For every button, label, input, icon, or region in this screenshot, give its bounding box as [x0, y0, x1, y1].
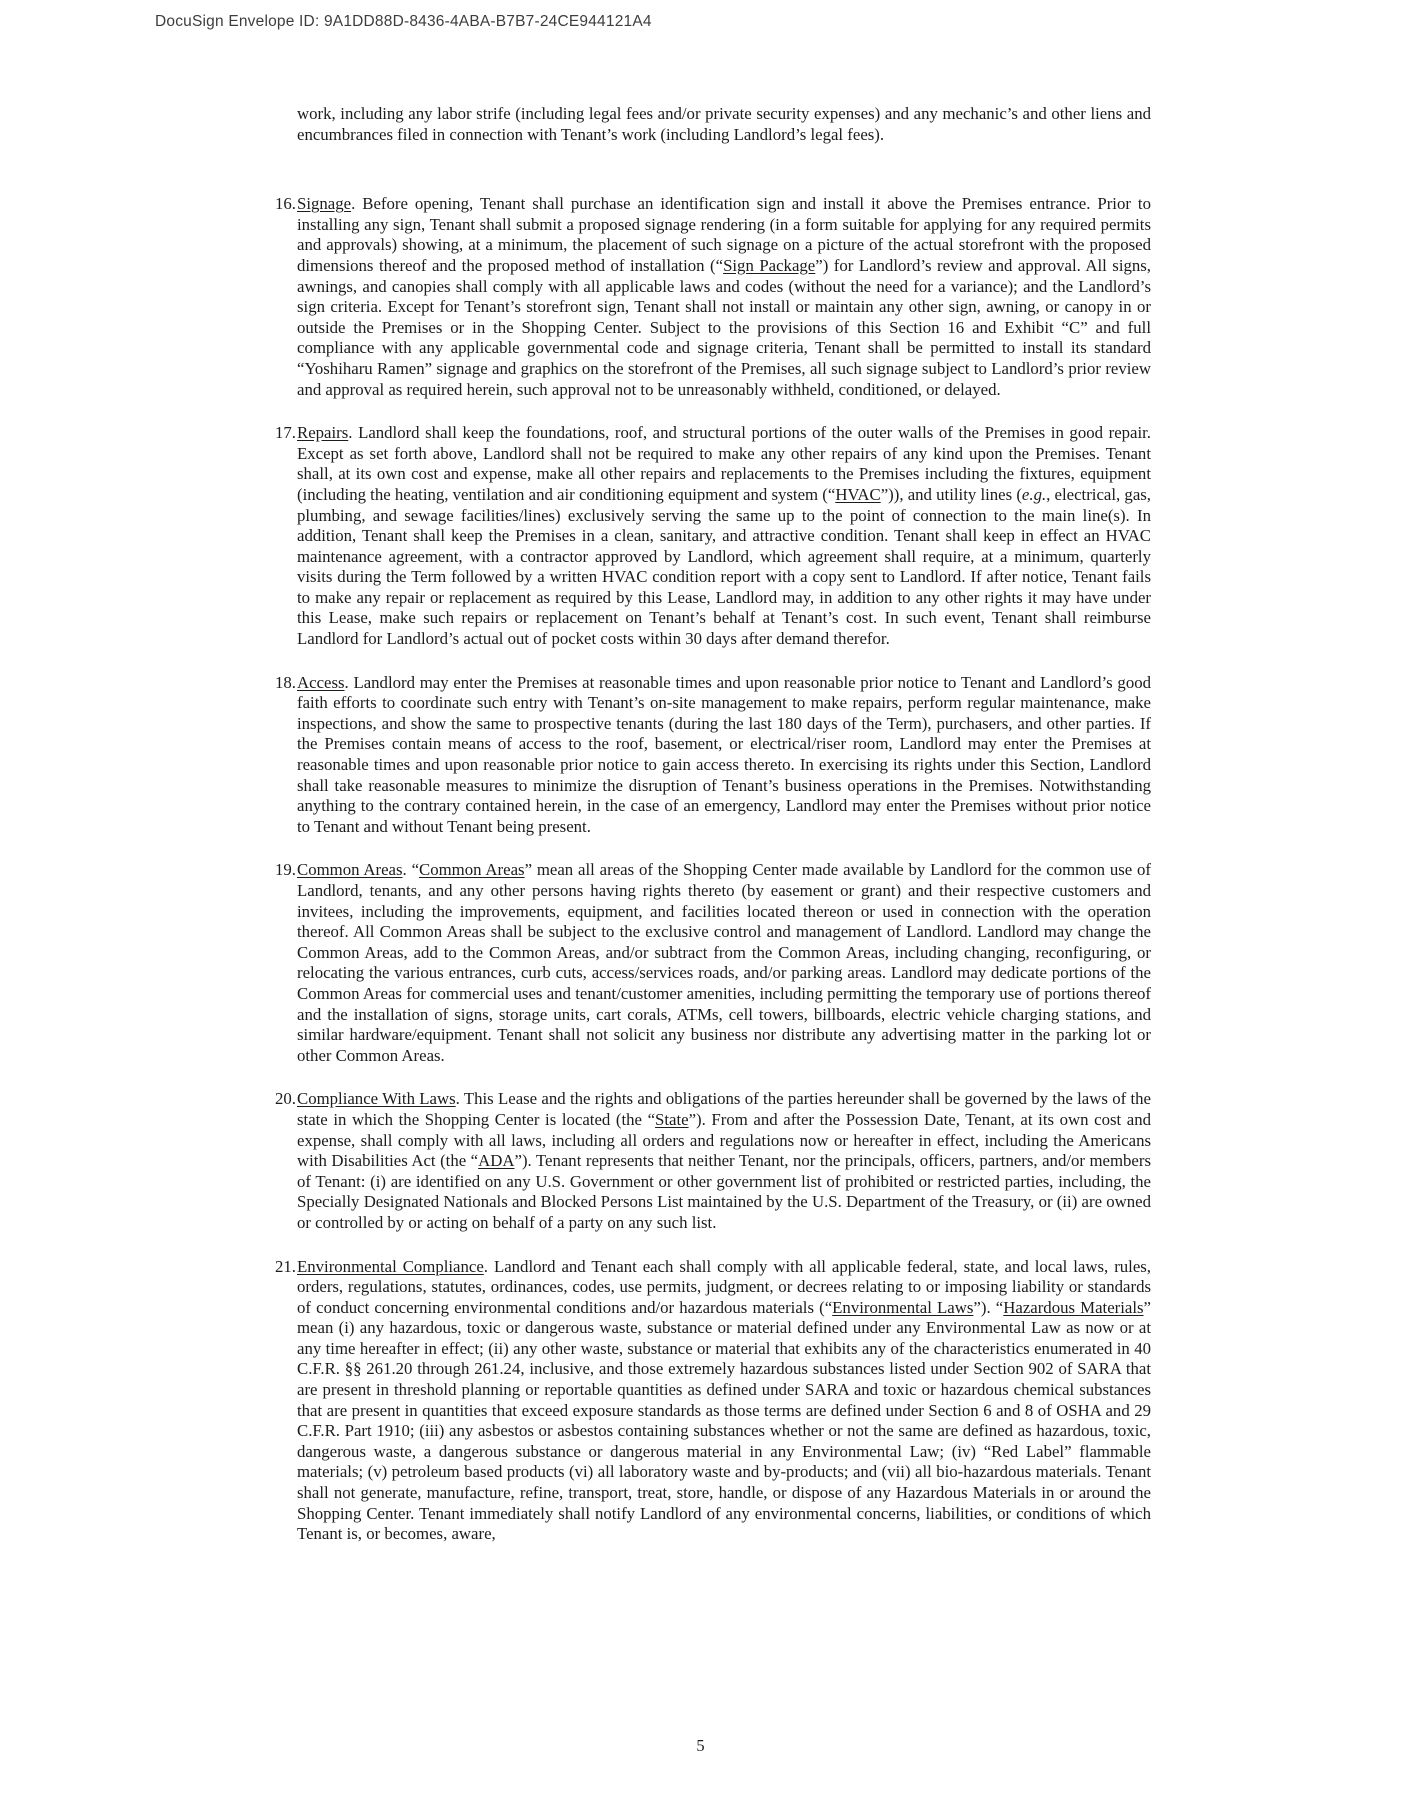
page-number: 5: [696, 1736, 705, 1755]
lease-body-text: [275, 104, 1151, 1568]
section-17: [275, 423, 1151, 650]
docusign-envelope-id: DocuSign Envelope ID: 9A1DD88D-8436-4ABA-B7B7-24CE944121A4: [155, 13, 652, 30]
section-text: Environmental Compliance. Landlord and Tenant each shall comply with all applicable federal, state, and local laws, rules, orders, regulations, statutes, ordinances, codes, use permits, judgment, or decrees relating to or imposing liability or standards of conduct concerning environmental conditions and/or hazardous materials (“Environmental Laws”). “Hazardous Materials” mean (i) any hazardous, toxic or dangerous waste, substance or material defined under any Environmental Law as now or at any time hereafter in effect; (ii) any other waste, substance or material that exhibits any of the characteristics enumerated in 40 C.F.R. §§ 261.20 through 261.24, inclusive, and those extremely hazardous substances listed under Section 902 of SARA that are present in threshold planning or reportable quantities as defined under SARA and toxic or hazardous chemical substances that are present in quantities that exceed exposure standards as those terms are defined under Section 6 and 8 of OSHA and 29 C.F.R. Part 1910; (iii) any asbestos or asbestos containing substances whether or not the same are defined as hazardous, toxic, dangerous waste, a dangerous substance or dangerous material in any Environmental Law; (iv) “Red Label” flammable materials; (v) petroleum based products (vi) all laboratory waste and by-products; and (vii) all bio-hazardous materials. Tenant shall not generate, manufacture, refine, transport, treat, store, handle, or dispose of any Hazardous Materials in or around the Shopping Center. Tenant immediately shall notify Landlord of any environmental concerns, liabilities, or conditions of which Tenant is, or becomes, aware,: [297, 1256, 1152, 1544]
section-text: Repairs. Landlord shall keep the foundations, roof, and structural portions of the outer walls of the Premises in good repair. Except as set forth above, Landlord shall not be required to make any other repairs of any kind upon the Premises. Tenant shall, at its own cost and expense, make all other repairs and replacements to the Premises including the fixtures, equipment (including the heating, ventilation and air conditioning equipment and system (“HVAC”)), and utility lines (e.g., electrical, gas, plumbing, and sewage facilities/lines) exclusively serving the same up to the point of connection to the main line(s). In addition, Tenant shall keep the Premises in a clean, sanitary, and attractive condition. Tenant shall keep in effect an HVAC maintenance agreement, with a contractor approved by Landlord, which agreement shall require, at a minimum, quarterly visits during the Term followed by a written HVAC condition report with a copy sent to Landlord. If after notice, Tenant fails to make any repair or replacement as required by this Lease, Landlord may, in addition to any other rights it may have under this Lease, make such repairs or replacement on Tenant’s behalf at Tenant’s cost. In such event, Tenant shall reimburse Landlord for Landlord’s actual out of pocket costs within 30 days after demand therefor.: [297, 423, 1151, 649]
section-number: 16.: [275, 194, 296, 214]
section-number: 20.: [275, 1089, 296, 1109]
sections-list: [275, 194, 1151, 1545]
continuation-paragraph: work, including any labor strife (including legal fees and/or private security expenses) and any mechanic’s and other liens and encumbrances filed in connection with Tenant’s work (including Landlord’s legal fees).: [297, 104, 1151, 144]
section-number: 21.: [275, 1256, 296, 1276]
section-text: Signage. Before opening, Tenant shall purchase an identification sign and install it above the Premises entrance. Prior to installing any sign, Tenant shall submit a proposed signage rendering (in a form suitable for applying for any required permits and approvals) showing, at a minimum, the placement of such signage on a picture of the actual storefront with the proposed dimensions thereof and the proposed method of installation (“Sign Package”) for Landlord’s review and approval. All signs, awnings, and canopies shall comply with all applicable laws and codes (without the need for a variance); and the Landlord’s sign criteria. Except for Tenant’s storefront sign, Tenant shall not install or maintain any other sign, awning, or canopy in or outside the Premises or in the Shopping Center. Subject to the provisions of this Section 16 and Exhibit “C” and full compliance with any applicable governmental code and signage criteria, Tenant shall be permitted to install its standard “Yoshiharu Ramen” signage and graphics on the storefront of the Premises, all such signage subject to Landlord’s prior review and approval as required herein, such approval not to be unreasonably withheld, conditioned, or delayed.: [297, 194, 1151, 399]
section-number: 18.: [275, 672, 296, 692]
section-19: [275, 860, 1151, 1066]
section-16: [275, 194, 1151, 400]
section-number: 17.: [275, 423, 296, 443]
section-20: [275, 1089, 1151, 1233]
section-21: [275, 1257, 1151, 1545]
section-text: Access. Landlord may enter the Premises at reasonable times and upon reasonable prior notice to Tenant and Landlord’s good faith efforts to coordinate such entry with Tenant’s on-site management to make repairs, perform regular maintenance, make inspections, and show the same to prospective tenants (during the last 180 days of the Term), purchasers, and other parties. If the Premises contain means of access to the roof, basement, or electrical/riser room, Landlord may enter the Premises at reasonable times and upon reasonable prior notice to gain access thereto. In exercising its rights under this Section, Landlord shall take reasonable measures to minimize the disruption of Tenant’s business operations in the Premises. Notwithstanding anything to the contrary contained herein, in the case of an emergency, Landlord may enter the Premises without prior notice to Tenant and without Tenant being present.: [297, 672, 1151, 836]
section-text: Compliance With Laws. This Lease and the rights and obligations of the parties hereunder shall be governed by the laws of the state in which the Shopping Center is located (the “State”). From and after the Possession Date, Tenant, at its own cost and expense, shall comply with all laws, including all orders and regulations now or hereafter in effect, including the Americans with Disabilities Act (the “ADA”). Tenant represents that neither Tenant, nor the principals, officers, partners, and/or members of Tenant: (i) are identified on any U.S. Government or other government list of prohibited or restricted parties, including, the Specially Designated Nationals and Blocked Persons List maintained by the U.S. Department of the Treasury, or (ii) are owned or controlled by or acting on behalf of a party on any such list.: [297, 1089, 1151, 1232]
section-number: 19.: [275, 860, 296, 880]
section-18: [275, 673, 1151, 838]
section-text: Common Areas. “Common Areas” mean all areas of the Shopping Center made available by Landlord for the common use of Landlord, tenants, and any other persons having rights thereto (by easement or grant) and their respective customers and invitees, including the improvements, equipment, and facilities located thereon or used in connection with the operation thereof. All Common Areas shall be subject to the exclusive control and management of Landlord. Landlord may change the Common Areas, add to the Common Areas, and/or subtract from the Common Areas, including changing, reconfiguring, or relocating the various entrances, curb cuts, access/services roads, and/or parking areas. Landlord may dedicate portions of the Common Areas for commercial uses and tenant/customer amenities, including permitting the temporary use of portions thereof and the installation of signs, storage units, cart corals, ATMs, cell towers, billboards, electric vehicle charging stations, and similar hardware/equipment. Tenant shall not solicit any business nor distribute any advertising matter in the parking lot or other Common Areas.: [297, 860, 1152, 1065]
